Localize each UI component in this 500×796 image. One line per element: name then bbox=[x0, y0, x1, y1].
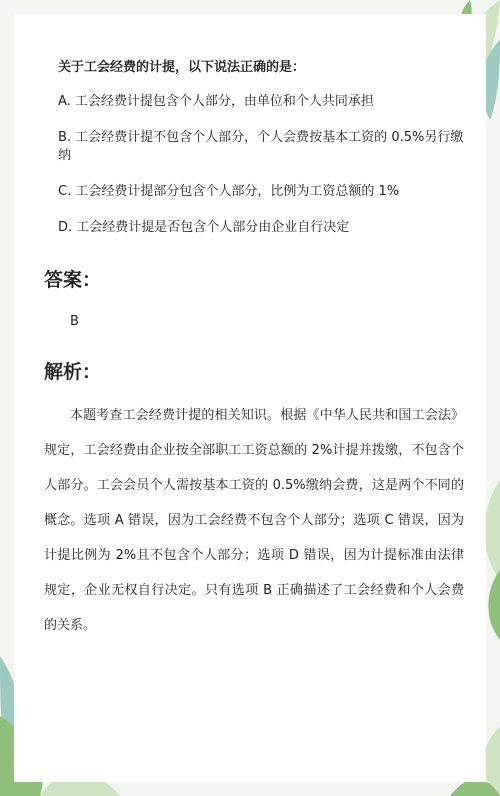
answer-value: B bbox=[70, 314, 79, 329]
content-card bbox=[14, 14, 486, 782]
analysis-text: 本题考查工会经费计提的相关知识。根据《中华人民共和国工会法》规定，工会经费由企业按全部职工工资总额的 2%计提并拨缴，不包含个人部分。工会会员个人需按基本工资的 0.5%缴纳会费，这是两个不同的概念。选项 A 错误，因为工会经费不包含个人部分；选项 C 错误，因为计提比例为 2%且不包含个人部分；选项 D 错误，因为计提标准由法律规定，企业无权自行决定。只有选项 B 正确描述了工会经费和个人会费的关系。 bbox=[44, 408, 464, 633]
question-stem: 关于工会经费的计提，以下说法正确的是： bbox=[58, 60, 306, 75]
option-a: A. 工会经费计提包含个人部分，由单位和个人共同承担 bbox=[58, 94, 374, 109]
answer-heading: 答案： bbox=[44, 269, 102, 291]
option-b: B. 工会经费计提不包含个人部分，个人会费按基本工资的 0.5%另行缴纳 bbox=[58, 130, 464, 163]
analysis-heading: 解析： bbox=[44, 361, 102, 383]
option-d: D. 工会经费计提是否包含个人部分由企业自行决定 bbox=[58, 220, 350, 235]
content bbox=[44, 44, 474, 643]
option-c: C. 工会经费计提部分包含个人部分，比例为工资总额的 1% bbox=[58, 184, 400, 199]
